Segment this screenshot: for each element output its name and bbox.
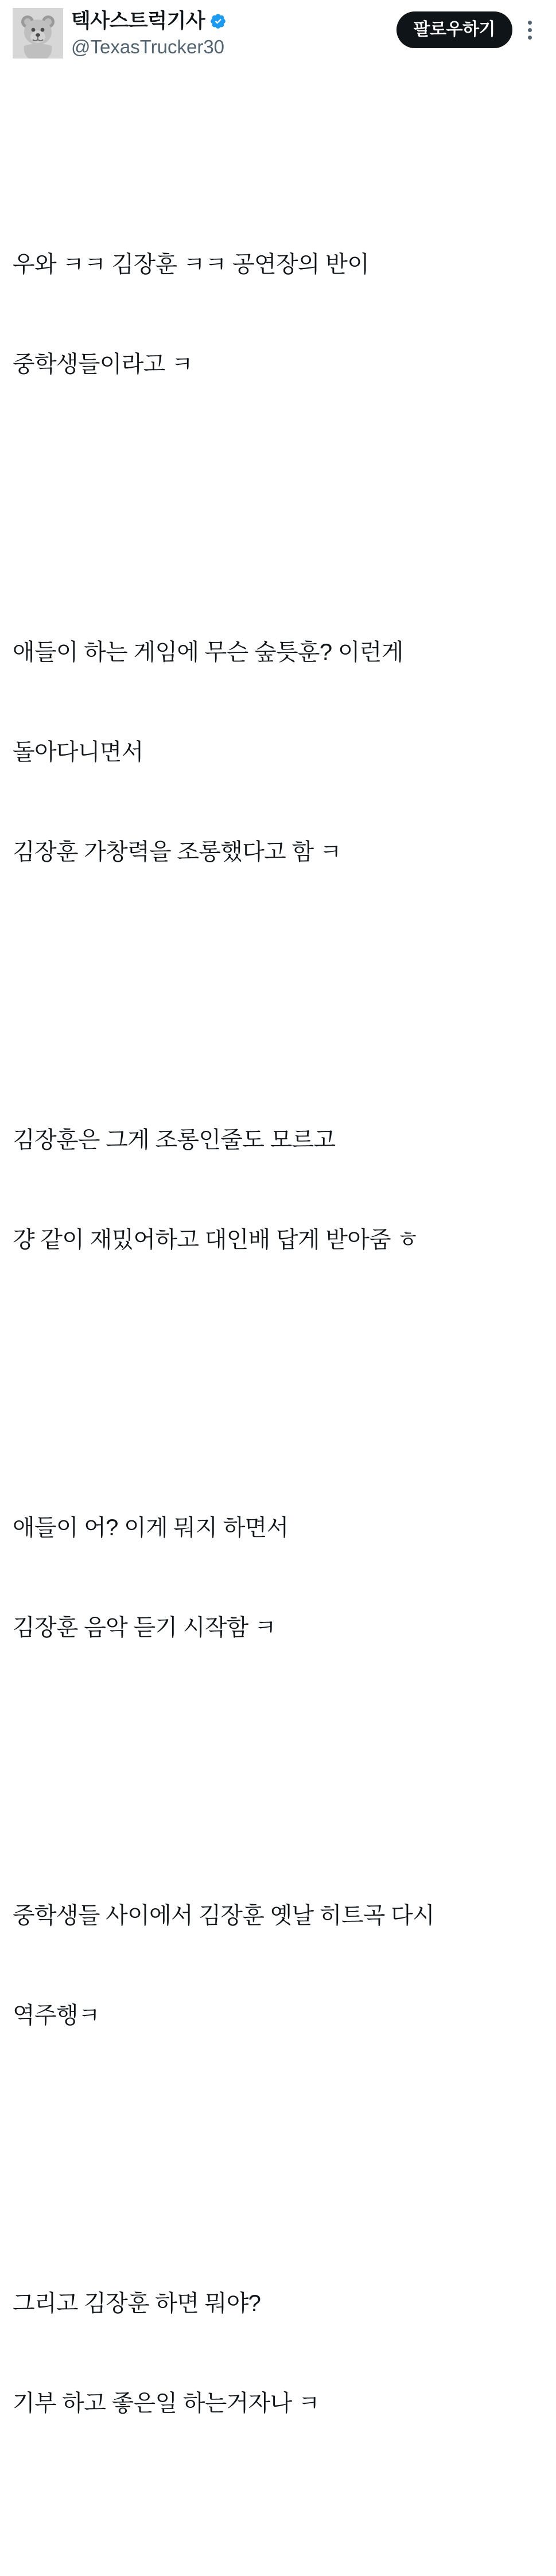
tweet-line: 애들이 하는 게임에 무슨 숲틋훈? 이런게 — [13, 640, 403, 665]
tweet-paragraph — [13, 1800, 543, 1867]
header-actions — [396, 8, 543, 48]
more-vertical-icon[interactable] — [516, 11, 543, 48]
display-name: 텍사스트럭기사 — [71, 10, 205, 32]
tweet-line: 역주행ㅋ — [13, 2003, 100, 2028]
follow-button[interactable]: 팔로우하기 — [396, 11, 512, 48]
account-handle: @TexasTrucker30 — [71, 36, 225, 57]
tweet-paragraph — [13, 149, 543, 216]
tweet-header — [13, 8, 543, 63]
display-name-row — [71, 9, 396, 33]
tweet-line: 돌아다니면서 — [13, 740, 143, 765]
tweet-line: 김장훈 가창력을 조롱했다고 함 ㅋ — [13, 839, 341, 865]
account-names — [71, 8, 396, 60]
tweet-line: 우와 ㅋㅋ 김장훈 ㅋㅋ 공연장의 반이 — [13, 252, 370, 277]
tweet-paragraph — [13, 1412, 543, 1479]
tweet-line: 애들이 어? 이게 뭐지 하면서 — [13, 1515, 289, 1540]
tweet-paragraph — [13, 537, 543, 604]
tweet-line: 중학생들 사이에서 김장훈 옛날 히트곡 다시 — [13, 1903, 434, 1928]
tweet-paragraph — [13, 2188, 543, 2255]
tweet-line: 기부 하고 좋은일 하는거자나 ㅋ — [13, 2391, 320, 2416]
tweet-text — [13, 83, 543, 2576]
verified-badge-icon — [209, 13, 227, 30]
tweet-line: 김장훈 음악 듣기 시작함 ㅋ — [13, 1615, 276, 1640]
tweet-line: 그리고 김장훈 하면 뭐야? — [13, 2291, 261, 2316]
tweet-line: 김장훈은 그게 조롱인줄도 모르고 — [13, 1127, 336, 1153]
tweet-line: 걍 같이 재밌어하고 대인배 답게 받아줌 ㅎ — [13, 1227, 419, 1252]
tweet-paragraph — [13, 1025, 543, 1091]
avatar[interactable] — [13, 8, 63, 59]
tweet-line: 중학생들이라고 ㅋ — [13, 352, 193, 377]
